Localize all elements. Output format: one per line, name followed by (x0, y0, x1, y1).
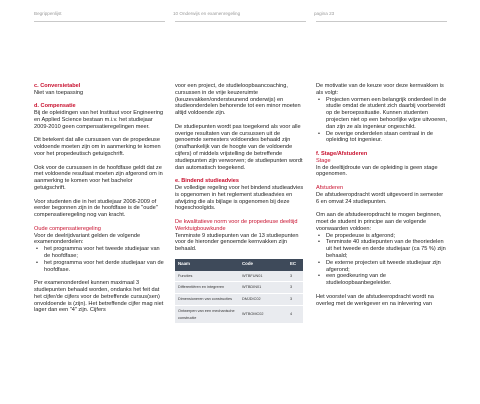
header-middle: 10 Onderwijs en examenregeling (173, 11, 241, 16)
compensatie-paragraph-5: Per examenonderdeel kunnen maximaal 3 studiepunten behaald worden, ondanks het feit dat het cijfer/de cijfers voor de betreffende cursus(sen) onvoldoende is (zijn). Het betreffende cijfer mag niet lager dan een "4" zijn. Cijfers (34, 280, 164, 314)
stage-text: In de deeltijdroute van de opleiding is geen stage opgenomen. (316, 164, 438, 178)
header-rule-right (316, 21, 447, 22)
list-item: • het programma voor het derde studiejaar van de hoofdfase. (44, 260, 165, 274)
header-rule-middle (175, 21, 306, 22)
section-heading-studieadvies: e. Bindend studieadvies (175, 178, 240, 185)
list-item: • Projecten vormen een belangrijk onderdeel in de studie omdat de student zich daarbij voorbereidt op de beroepssituatie. Kunnen studenten projecten niet op een behoorlijke wijze uitvoeren, dan zijn ze als ingenieur ongeschikt. (326, 97, 447, 131)
section-heading-conversietabel: c. Conversietabel (34, 83, 81, 89)
cell-naam: Ontwerpen van een mechanische constructie (175, 305, 239, 324)
list-item: • De externe projecten uit tweede studiejaar zijn afgerond; (326, 260, 447, 274)
cell-code: WTBDIN01 (239, 282, 287, 294)
table-row (175, 271, 303, 282)
middle-paragraph-2: De studiepunten wordt pas toegekend als voor alle overige resultaten van de cursussen uit de genoemde semesters voldoendes behaald zijn (onafhankelijk van de hoogte van de voldoende cijfers) of middels vrijstelling de betreffende studiepunten zijn verworven; de studiepunten wordt dan automatisch toegekend. (175, 123, 303, 171)
afstuderen-text: De afstudeeropdracht wordt uitgevoerd in semester 6 en omvat 24 studiepunten. (316, 191, 444, 205)
table-row (175, 305, 303, 324)
list-item: • het programma voor het tweede studiejaar van de hoofdfase; (44, 246, 165, 260)
header-page-number: pagina 23 (314, 11, 335, 16)
page-header (0, 11, 480, 21)
afstuderen-voorstel-text: Het voorstel van de afstudeeropdracht wordt na overleg met de werkgever en na inlevering van (316, 293, 434, 307)
column-header-naam: Naam (175, 259, 239, 271)
compensatie-paragraph-4: Voor studenten die in het studiejaar 2008-2009 of eerder begonnen zijn in de hoofdfase is de "oude" compensatieregeling nog van kracht. (34, 198, 158, 219)
column-right (316, 83, 447, 314)
cell-ec: 4 (287, 305, 303, 324)
table-row (175, 294, 303, 306)
compensatie-paragraph-1: Bij de opleidingen van het Instituut voor Engineering en Applied Science bestaan m.i.v. het studiejaar 2009-2010 geen compensatieregelingen meer. (34, 110, 164, 130)
list-item: • De overige onderdelen staan centraal in de opleiding tot ingenieur. (326, 131, 447, 145)
subheading-stage: Stage (316, 157, 331, 164)
list-item: • Tenminste 40 studiepunten van de theoriedelen uit het tweede en derde studiejaar (ca 75 %) zijn behaald; (326, 239, 447, 259)
studieadvies-paragraph: De volledige regeling voor het bindend studieadvies is opgenomen in het reglement studieadvies en afwijzing die als bijlage is opgenomen bij deze hogeschoolgids. (175, 184, 304, 212)
column-left (34, 83, 165, 321)
subheading-oude-regeling: Oude compensatieregeling (34, 225, 101, 232)
list-item: • De propedeuse is afgerond; (326, 233, 447, 240)
section-heading-compensatie: d. Compensatie (34, 103, 76, 110)
kernvakken-table (175, 259, 303, 325)
table-row (175, 282, 303, 294)
voorwaarden-list (316, 233, 447, 287)
compensatie-paragraph-2: Dit betekent dat alle cursussen van de propedeuse voldoende moeten zijn om in aanmerking te komen voor het propedeutisch getuigschrift. (34, 137, 161, 157)
column-header-code: Code (239, 259, 287, 271)
cell-ec: 3 (287, 294, 303, 306)
oude-regeling-intro: Voor de deelrijdvariant gelden de volgende examenonderdelen: (34, 232, 141, 246)
cell-naam: Differentiëren en integreren (175, 282, 239, 294)
column-middle (175, 83, 306, 324)
cell-ec: 3 (287, 271, 303, 282)
middle-paragraph-1: voor een project, de studieloopbaancoaching, cursussen in de vrije keuzeruimte (keuzevakken/ondersteunend onderwijs) en studieonderdelen behorende tot een minor moeten altijd voldoende zijn. (175, 83, 301, 117)
cell-ec: 3 (287, 282, 303, 294)
cell-naam: Dimensioneren van constructies (175, 294, 239, 306)
cell-code: WTBFUN01 (239, 271, 287, 282)
conversietabel-text: Niet van toepassing (34, 89, 84, 96)
column-header-ec: EC (287, 259, 303, 271)
list-item: • een goedkeuring van de studieloopbaanbegeleider. (326, 273, 447, 287)
cell-code: DMJDIC02 (239, 294, 287, 306)
motivatie-intro: De motivatie van de keuze voor deze kernvakken is als volgt: (316, 83, 444, 96)
examenonderdelen-list (34, 246, 165, 273)
norm-text: Tenminste 9 studiepunten van de 13 studiepunten voor de hieronder genoemde kernvakken zijn behaald. (175, 232, 299, 253)
subheading-afstuderen: Afstuderen (316, 184, 344, 191)
cell-code: WTBOMC02 (239, 305, 287, 324)
table-header-row (175, 259, 303, 271)
cell-naam: Functies (175, 271, 239, 282)
section-heading-stage-afstuderen: f. Stage/Afstuderen (316, 150, 368, 157)
compensatie-paragraph-3: Ook voor de cursussen in de hoofdfase geldt dat ze met voldoende resultaat moeten zijn afgerond om in aanmerking te komen voor het bachelor getuigschrift. (34, 164, 163, 191)
header-left: Begrippenlijst (34, 11, 62, 16)
header-rule-left (34, 21, 165, 22)
voorwaarden-intro: Om aan de afstudeeropdracht te mogen beginnen, moet de student in principe aan de volgende voorwaarden voldoen: (316, 212, 442, 232)
motivatie-list (316, 97, 447, 145)
subheading-norm: De kwalitatieve norm voor de propedeuse deeltijd Werktuigbouwkunde (175, 218, 298, 232)
